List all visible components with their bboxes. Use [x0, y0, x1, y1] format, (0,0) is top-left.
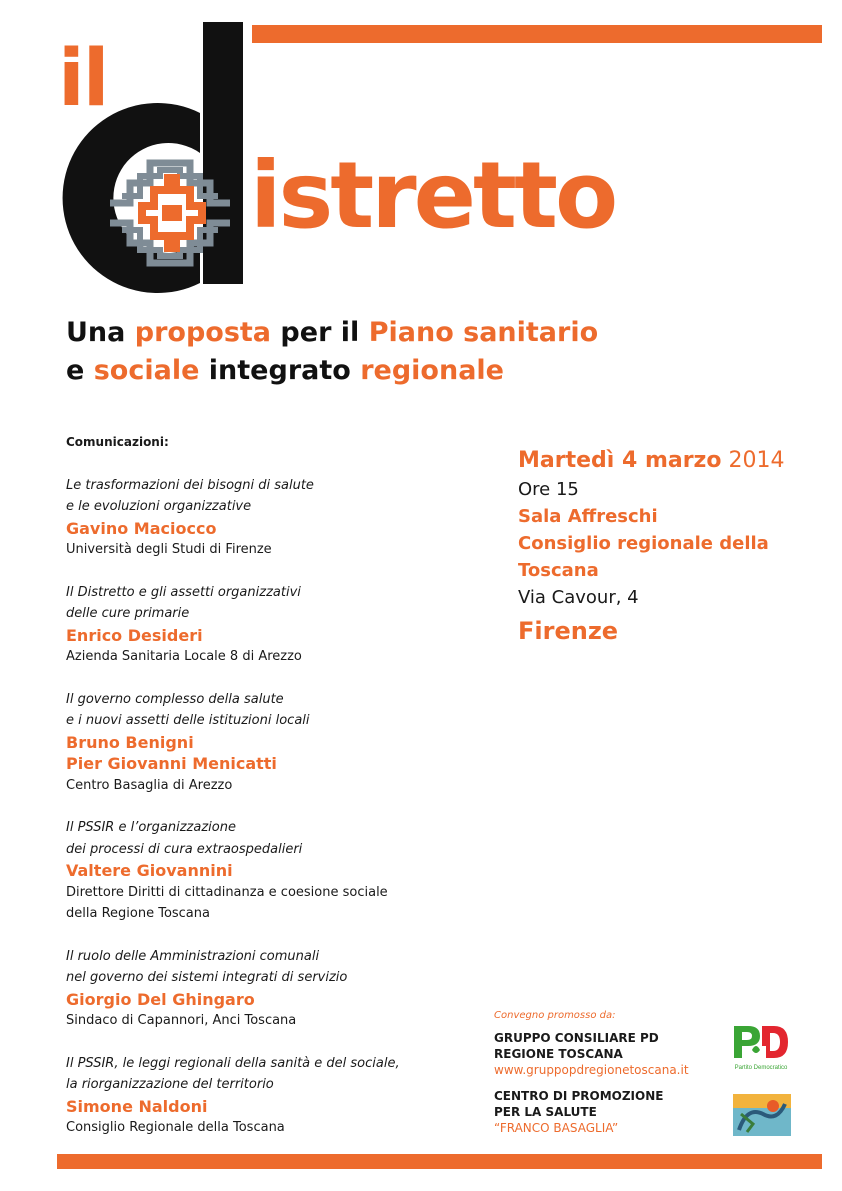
promoter-name: “FRANCO BASAGLIA” — [494, 1121, 619, 1135]
topic: Il ruolo delle Amministrazioni comunali — [66, 948, 320, 964]
event-details — [518, 446, 838, 651]
program-item — [66, 582, 466, 668]
speaker: Valtere Giovannini — [66, 861, 233, 880]
affiliation: Consiglio Regionale della Toscana — [66, 1120, 285, 1135]
speaker: Pier Giovanni Menicatti — [66, 754, 277, 773]
event-room: Sala Affreschi — [518, 506, 658, 527]
event-address: Via Cavour, 4 — [518, 587, 639, 608]
affiliation: Centro Basaglia di Arezzo — [66, 777, 233, 793]
headline — [66, 314, 766, 390]
speaker: Gavino Maciocco — [66, 518, 217, 538]
promoter-name: REGIONE TOSCANA — [494, 1047, 623, 1061]
headline-line-2: e sociale integrato regionale — [66, 355, 504, 386]
logo-il: il — [58, 34, 108, 124]
headline-line-1: Una proposta per il Piano sanitario — [66, 317, 599, 348]
topic: Le trasformazioni dei bisogni di salute — [66, 477, 314, 493]
promoters-intro: Convegno promosso da: — [494, 1010, 616, 1021]
program-item — [66, 475, 466, 561]
program-item — [66, 817, 466, 925]
speaker: Giorgio Del Ghingaro — [66, 989, 255, 1009]
program-item — [66, 689, 466, 797]
topic: dei processi di cura extraospedalieri — [66, 841, 303, 857]
topic: e i nuovi assetti delle istituzioni locali — [66, 713, 310, 728]
program-item — [66, 946, 466, 1032]
speaker: Enrico Desideri — [66, 625, 203, 645]
speaker: Bruno Benigni — [66, 732, 194, 752]
promoters — [494, 1008, 724, 1136]
promoter-name: GRUPPO CONSILIARE PD — [494, 1031, 659, 1045]
speaker: Simone Naldoni — [66, 1096, 208, 1116]
promoter-website[interactable]: www.gruppopdregionetoscana.it — [494, 1063, 689, 1077]
topic: nel governo dei sistemi integrati di servizio — [66, 970, 348, 985]
promoter-name: CENTRO DI PROMOZIONE — [494, 1089, 664, 1103]
event-city: Firenze — [518, 617, 619, 645]
topic: Il governo complesso della salute — [66, 691, 284, 707]
topic: e le evoluzioni organizzative — [66, 499, 252, 514]
logo-distretto: istretto — [250, 142, 616, 249]
topic: Il PSSIR, le leggi regionali della sanità e del sociale, — [66, 1055, 400, 1071]
pd-logo-caption: Partito Democratico — [734, 1065, 788, 1071]
affiliation: Università degli Studi di Firenze — [66, 542, 272, 557]
affiliation: Sindaco di Capannori, Anci Toscana — [66, 1013, 297, 1028]
event-time: Ore 15 — [518, 479, 579, 500]
affiliation: della Regione Toscana — [66, 906, 210, 921]
event-venue: Consiglio regionale della Toscana — [518, 533, 769, 581]
promoter-name: PER LA SALUTE — [494, 1105, 597, 1119]
topic: Il Distretto e gli assetti organizzativi — [66, 584, 301, 600]
affiliation: Azienda Sanitaria Locale 8 di Arezzo — [66, 649, 302, 664]
event-date: Martedì 4 marzo 2014 — [518, 448, 785, 473]
program-list — [66, 432, 466, 1160]
comunicazioni-label: Comunicazioni: — [66, 435, 169, 449]
bottom-accent-bar — [57, 1154, 822, 1169]
topic: la riorganizzazione del territorio — [66, 1077, 274, 1092]
pd-logo — [730, 1022, 792, 1072]
topic: Il PSSIR e l’organizzazione — [66, 820, 236, 835]
program-item — [66, 1053, 466, 1139]
topic: delle cure primarie — [66, 606, 190, 621]
basaglia-logo — [733, 1094, 791, 1136]
affiliation: Direttore Diritti di cittadinanza e coesione sociale — [66, 884, 388, 900]
